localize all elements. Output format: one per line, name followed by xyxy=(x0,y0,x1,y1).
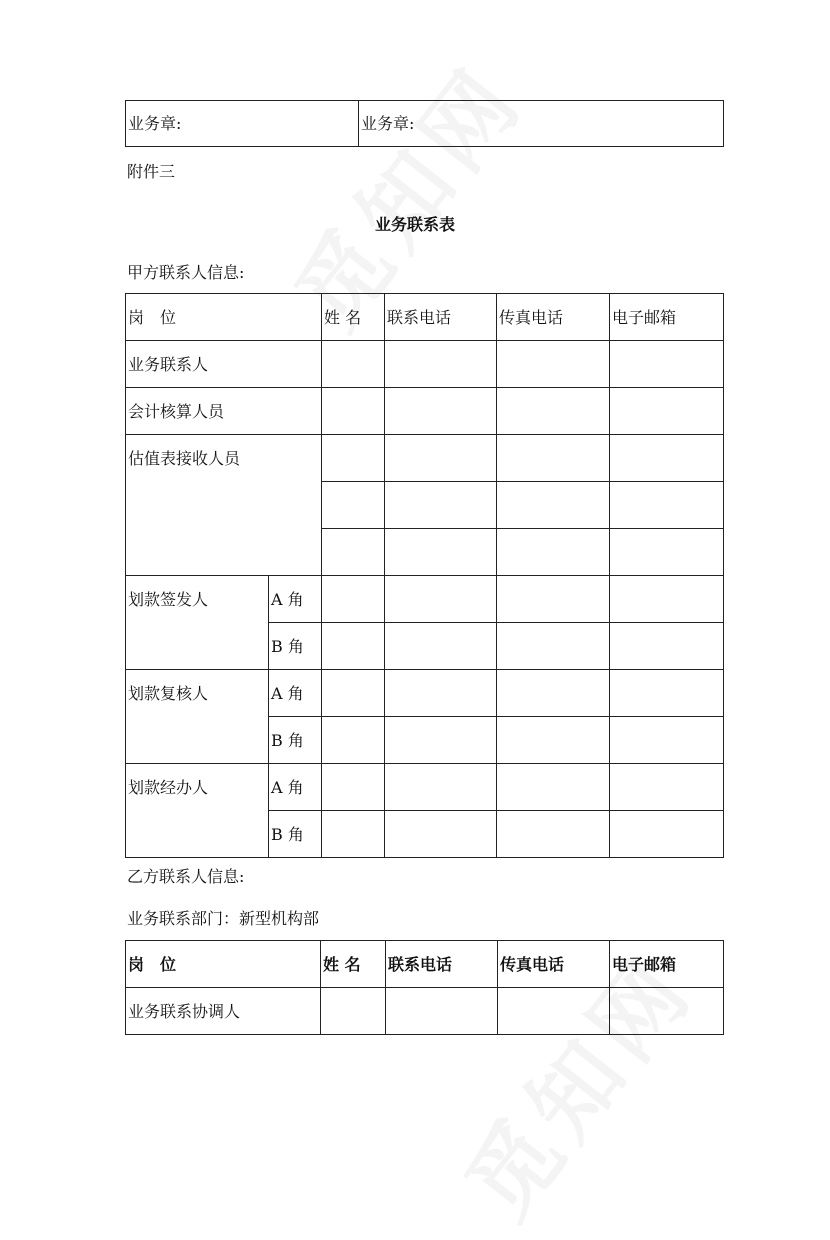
b-header-fax: 传真电话 xyxy=(498,941,610,988)
row-transfer-signer: 划款签发人 xyxy=(126,576,269,670)
table-cell xyxy=(322,388,385,435)
party-b-label: 乙方联系人信息: xyxy=(127,867,245,886)
table-cell xyxy=(385,576,497,623)
party-a-table xyxy=(125,293,724,858)
table-cell xyxy=(610,623,724,670)
table-cell xyxy=(385,482,497,529)
table-cell xyxy=(497,482,610,529)
table-cell xyxy=(321,988,386,1035)
table-cell xyxy=(322,341,385,388)
row-transfer-reviewer: 划款复核人 xyxy=(126,670,269,764)
seal-label-right: 业务章: xyxy=(361,113,415,133)
seal-label-left: 业务章: xyxy=(128,113,182,133)
table-cell xyxy=(385,811,497,858)
table-cell xyxy=(385,764,497,811)
table-cell xyxy=(610,764,724,811)
b-header-position: 岗 位 xyxy=(126,941,321,988)
table-cell xyxy=(610,482,724,529)
b-header-phone: 联系电话 xyxy=(386,941,498,988)
table-cell xyxy=(497,435,610,482)
attachment-label: 附件三 xyxy=(127,162,176,181)
table-cell xyxy=(322,670,385,717)
table-cell xyxy=(322,764,385,811)
table-cell xyxy=(610,435,724,482)
table-cell xyxy=(610,811,724,858)
seal-table xyxy=(125,100,724,147)
table-cell xyxy=(322,623,385,670)
b-header-email: 电子邮箱 xyxy=(610,941,724,988)
table-cell xyxy=(322,435,385,482)
b-header-name: 姓 名 xyxy=(321,941,386,988)
party-b-table xyxy=(125,940,724,1035)
table-cell xyxy=(322,811,385,858)
table-cell xyxy=(610,988,724,1035)
table-cell xyxy=(385,670,497,717)
table-cell xyxy=(322,576,385,623)
table-cell xyxy=(385,717,497,764)
role-b-label: B 角 xyxy=(269,623,322,670)
table-cell xyxy=(498,988,610,1035)
doc-title: 业务联系表 xyxy=(374,215,455,234)
row-transfer-handler: 划款经办人 xyxy=(126,764,269,858)
header-email: 电子邮箱 xyxy=(610,294,724,341)
role-b-label: B 角 xyxy=(269,811,322,858)
table-cell xyxy=(610,388,724,435)
row-business-contact: 业务联系人 xyxy=(126,341,322,388)
header-fax: 传真电话 xyxy=(497,294,610,341)
table-cell xyxy=(385,623,497,670)
table-cell xyxy=(610,529,724,576)
table-cell xyxy=(497,670,610,717)
table-cell xyxy=(497,717,610,764)
party-b-department: 业务联系部门：新型机构部 xyxy=(127,909,320,928)
row-coordinator: 业务联系协调人 xyxy=(126,988,321,1035)
table-cell xyxy=(322,482,385,529)
table-cell xyxy=(322,717,385,764)
table-cell xyxy=(497,764,610,811)
table-cell xyxy=(497,811,610,858)
row-valuation-receiver: 估值表接收人员 xyxy=(126,435,322,576)
table-cell xyxy=(386,988,498,1035)
header-position: 岗 位 xyxy=(126,294,322,341)
seal-cell-left xyxy=(126,101,359,147)
table-cell xyxy=(610,717,724,764)
role-a-label: A 角 xyxy=(269,576,322,623)
table-cell xyxy=(610,576,724,623)
table-cell xyxy=(497,529,610,576)
table-cell xyxy=(385,435,497,482)
table-cell xyxy=(497,576,610,623)
table-cell xyxy=(610,670,724,717)
role-a-label: A 角 xyxy=(269,764,322,811)
table-cell xyxy=(610,341,724,388)
seal-cell-right xyxy=(359,101,724,147)
table-cell xyxy=(385,388,497,435)
table-cell xyxy=(322,529,385,576)
table-cell xyxy=(385,529,497,576)
party-a-label: 甲方联系人信息: xyxy=(127,263,245,282)
table-cell xyxy=(497,388,610,435)
header-name: 姓 名 xyxy=(322,294,385,341)
table-cell xyxy=(497,623,610,670)
role-b-label: B 角 xyxy=(269,717,322,764)
role-a-label: A 角 xyxy=(269,670,322,717)
table-cell xyxy=(497,341,610,388)
table-cell xyxy=(385,341,497,388)
header-phone: 联系电话 xyxy=(385,294,497,341)
row-accountant: 会计核算人员 xyxy=(126,388,322,435)
